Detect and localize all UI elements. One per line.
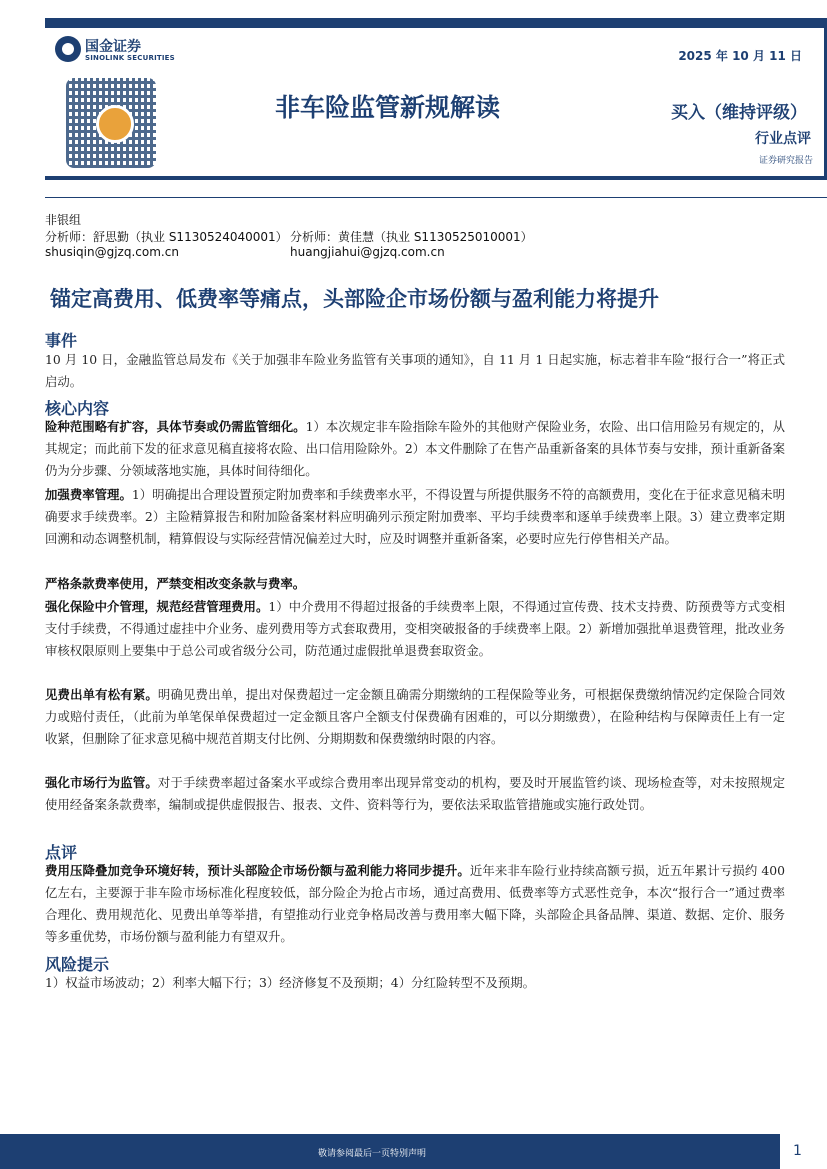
comment-paragraph	[45, 860, 785, 948]
logo-mark-icon	[55, 36, 81, 62]
section-title-event: 事件	[45, 331, 78, 350]
core-p2-body: 1）明确提出合理设置预定附加费率和手续费率水平，不得设置与所提供服务不符的高额费用，变化在于征求意见稿未明确要求手续费率。2）主险精算报告和附加险备案材料应明确列示预定附加费率、平均手续费率和逐单手续费率上限。3）建立费率定期回溯和动态调整机制，精算假设与实际经营情况偏差过大时，应及时调整并重新备案，必要时应先行停售相关产品。	[45, 487, 786, 546]
section-title-risk: 风险提示	[45, 955, 110, 974]
comment-body: 近年来非车险行业持续高额亏损，近五年累计亏损约 400 亿左右，主要源于非车险市场标准化程度较低，部分险企为抢占市场，通过高费用、低费率等方式恶性竞争，本次“报行合一”通过费率合理化、费用规范化、见费出单等举措，有望推动行业竞争格局改善与费用率大幅下降，头部险企具备品牌、渠道、数据、定价、服务等多重优势，市场份额与盈利能力有望双升。	[45, 863, 786, 944]
core-p4-body: 1）中介费用不得超过报备的手续费率上限，不得通过宣传费、技术支持费、防预费等方式变相支付手续费，不得通过虚挂中介业务、虚列费用等方式套取费用，变相突破报备的手续费率上限。2）新增加强批单退费管理，批改业务审核权限原则上要集中于总公司或省级分公司，防范通过虚假批单退费套取资金。	[45, 599, 785, 658]
divider	[45, 197, 827, 198]
core-paragraph-5	[45, 684, 785, 750]
event-text: 10 月 10 日，金融监管总局发布《关于加强非车险业务监管有关事项的通知》，自 11 月 1 日起实施，标志着非车险“报行合一”将正式启动。	[45, 352, 785, 389]
section-title-core: 核心内容	[45, 399, 110, 418]
core-p1-lead: 险种范围略有扩容，具体节奏或仍需监管细化。	[45, 419, 306, 434]
core-p4-lead: 强化保险中介管理，规范经营管理费用。	[45, 599, 269, 614]
comment-lead: 费用压降叠加竞争环境好转，预计头部险企市场份额与盈利能力将同步提升。	[45, 863, 470, 878]
core-p5-body: 明确见费出单，提出对保费超过一定金额且确需分期缴纳的工程保险等业务，可根据保费缴纳情况约定保险合同效力或赔付责任，（此前为单笔保单保费超过一定金额且客户全额支付保费确有困难的，可以分期缴费），在险种结构与保障责任上有一定收紧，但删除了征求意见稿中规范首期支付比例、分期期数和保费缴纳时限的内容。	[45, 687, 786, 746]
core-paragraph-3	[45, 573, 785, 595]
section-title-comment: 点评	[45, 843, 78, 862]
research-group: 非银组	[45, 213, 82, 227]
core-p5-lead: 见费出单有松有紧。	[45, 687, 158, 702]
logo-name-cn: 国金证券	[85, 39, 141, 55]
report-type: 行业点评	[755, 131, 811, 147]
analyst-2: 分析师：黄佳慧（执业 S1130525010001）	[290, 230, 533, 244]
analyst-1-email[interactable]: shusiqin@gjzq.com.cn	[45, 245, 179, 259]
core-paragraph-2	[45, 484, 785, 550]
analyst-2-email[interactable]: huangjiahui@gjzq.com.cn	[290, 245, 445, 259]
core-p6-body: 对于手续费率超过备案水平或综合费用率出现异常变动的机构，要及时开展监管约谈、现场检查等，对未按照规定使用经备案条款费率，编制或提供虚假报告、报表、文件、资料等行为，要依法采取监管措施或实施行政处罚。	[45, 775, 786, 812]
core-p1-body: 1）本次规定非车险指除车险外的其他财产保险业务，农险、出口信用险另有规定的，从其规定；而此前下发的征求意见稿直接将农险、出口信用险除外。2）本文件删除了在售产品重新备案的具体节奏与安排，预计重新备案仍为分步骤、分领域落地实施，具体时间待细化。	[45, 419, 786, 478]
analyst-1: 分析师：舒思勤（执业 S1130524040001）	[45, 230, 288, 244]
report-date: 2025 年 10 月 11 日	[678, 49, 802, 63]
core-paragraph-4	[45, 596, 785, 662]
qr-center-logo-icon	[96, 105, 134, 143]
logo-name-en: SINOLINK SECURITIES	[85, 54, 175, 62]
rating-badge: 买入（维持评级）	[671, 103, 807, 123]
core-paragraph-1	[45, 416, 785, 482]
headline: 锚定高费用、低费率等痛点，头部险企市场份额与盈利能力将提升	[50, 287, 659, 311]
core-p6-lead: 强化市场行为监管。	[45, 775, 158, 790]
report-subtype: 证券研究报告	[758, 156, 813, 166]
company-logo	[55, 36, 185, 66]
core-paragraph-6	[45, 772, 785, 816]
report-title: 非车险监管新规解读	[275, 93, 501, 122]
page-number: 1	[793, 1143, 802, 1159]
core-p3-lead: 严格条款费率使用，严禁变相改变条款与费率。	[45, 576, 306, 591]
core-p2-lead: 加强费率管理。	[45, 487, 132, 502]
footer-disclaimer-link[interactable]: 敬请参阅最后一页特别声明	[318, 1149, 427, 1159]
risk-text: 1）权益市场波动；2）利率大幅下行；3）经济修复不及预期；4）分红险转型不及预期。	[45, 975, 535, 990]
